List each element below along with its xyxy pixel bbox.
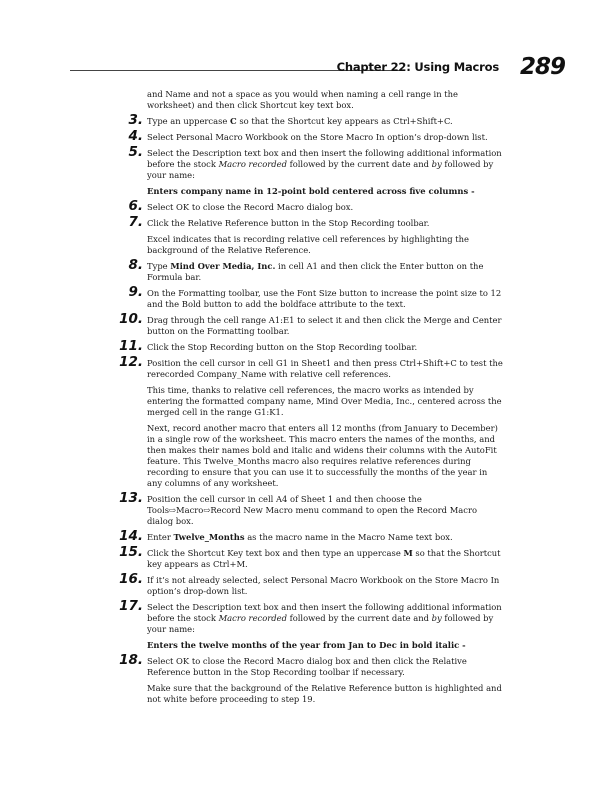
step-number: 18. <box>119 652 143 668</box>
text-run: Click the Stop Recording button on the Stop Recording toolbar. <box>147 342 418 352</box>
text-run: as the macro name in the Macro Name text box. <box>244 532 453 542</box>
text-run: Click the Relative Reference button in the Stop Recording toolbar. <box>147 218 430 228</box>
text-run: so that the Shortcut key appears as Ctrl+Shift+C. <box>236 116 453 126</box>
step-6 <box>128 198 505 214</box>
text-run: Macro recorded <box>218 159 287 169</box>
text-run: M <box>403 548 413 558</box>
step-13 <box>119 490 505 527</box>
text-run: Enter <box>147 532 174 542</box>
text-run: followed by the current date and <box>286 613 432 623</box>
text-run: C <box>230 116 237 126</box>
text-run: Select Personal Macro Workbook on the Store Macro In option’s drop-down list. <box>147 132 488 142</box>
step-number: 13. <box>119 490 143 506</box>
text-run: by <box>431 613 442 623</box>
text-run: Drag through the cell range A1:E1 to select it and then click the Merge and Center button on the Formatting toolbar. <box>147 315 502 336</box>
step-12 <box>119 354 505 380</box>
step-number: 16. <box>119 571 143 587</box>
text-run: Next, record another macro that enters all 12 months (from January to December) in a single row of the worksheet. This macro enters the names of the months, and then makes their names bold and italic and widens their columns with the AutoFit feature. This Twelve_Months macro also requires relative references during recording to ensure that you can use it to successfully the months of the year in any columns of any worksheet. <box>147 423 498 488</box>
step-number: 12. <box>119 354 143 370</box>
text-run: so that the Shortcut key appears as Ctrl+M. <box>147 548 501 569</box>
step-number: 15. <box>119 544 143 560</box>
text-run: Select OK to close the Record Macro dialog box and then click the Relative Reference button in the Stop Recording toolbar if necessary. <box>147 656 467 677</box>
text-run: Make sure that the background of the Relative Reference button is highlighted and not white before proceeding to step 19. <box>147 683 502 704</box>
step-14 <box>119 528 505 544</box>
step-3 <box>128 112 505 128</box>
step-16 <box>119 571 505 597</box>
text-run: in cell A1 and then click the Enter button on the Formula bar. <box>147 261 484 282</box>
body-paragraph <box>147 423 505 489</box>
text-run: On the Formatting toolbar, use the Font Size button to increase the point size to 12 and the Bold button to add the boldface attribute to the text. <box>147 288 502 309</box>
page-body <box>119 89 505 710</box>
step-number: 9. <box>128 284 143 300</box>
step-11 <box>119 338 505 354</box>
step-5 <box>128 144 505 181</box>
step-number: 7. <box>128 214 143 230</box>
step-number: 17. <box>119 598 143 614</box>
step-7 <box>128 214 505 230</box>
step-9 <box>128 284 505 310</box>
text-run: Select the Description text box and then insert the following additional information before the stock <box>147 602 502 623</box>
step-17 <box>119 598 505 635</box>
text-run: Macro recorded <box>218 613 287 623</box>
body-paragraph <box>147 234 505 256</box>
step-8 <box>128 257 505 283</box>
step-number: 11. <box>119 338 143 354</box>
text-run: Type an uppercase <box>147 116 231 126</box>
text-run: Click the Shortcut Key text box and then type an uppercase <box>147 548 404 558</box>
text-run: Mind Over Media, Inc. <box>170 261 276 271</box>
step-number: 3. <box>128 112 143 128</box>
step-number: 5. <box>128 144 143 160</box>
page-number: 289 <box>519 54 565 80</box>
text-run: Position the cell cursor in cell G1 in Sheet1 and then press Ctrl+Shift+C to test the rerecorded Company_Name with relative cell references. <box>147 358 503 379</box>
running-header <box>70 52 565 78</box>
text-run: Enters the twelve months of the year from Jan to Dec in bold italic - <box>147 640 466 650</box>
text-run: and Name and not a space as you would when naming a cell range in the worksheet) and then click Shortcut key text box. <box>147 89 459 110</box>
text-run: Position the cell cursor in cell A4 of Sheet 1 and then choose the Tools⇨Macro⇨Record New Macro menu command to open the Record Macro dialog box. <box>147 494 478 526</box>
text-run: Excel indicates that is recording relative cell references by highlighting the background of the Relative Reference. <box>147 234 470 255</box>
text-run: Select the Description text box and then insert the following additional information before the stock <box>147 148 502 169</box>
text-run: followed by your name: <box>147 159 494 180</box>
step-18 <box>119 652 505 678</box>
step-number: 6. <box>128 198 143 214</box>
text-run: Select OK to close the Record Macro dialog box. <box>147 202 354 212</box>
body-paragraph <box>147 385 505 418</box>
text-run: followed by your name: <box>147 613 494 634</box>
step-10 <box>119 311 505 337</box>
step-15 <box>119 544 505 570</box>
description-text <box>147 186 505 197</box>
body-paragraph <box>147 89 505 111</box>
step-number: 10. <box>119 311 143 327</box>
text-run: If it’s not already selected, select Personal Macro Workbook on the Store Macro In option’s drop-down list. <box>147 575 500 596</box>
description-text <box>147 640 505 651</box>
body-paragraph <box>147 683 505 705</box>
chapter-title: Chapter 22: Using Macros <box>336 60 499 74</box>
text-run: followed by the current date and <box>286 159 432 169</box>
text-run: This time, thanks to relative cell references, the macro works as intended by entering the formatted company name, Mind Over Media, Inc., centered across the merged cell in the range G1:K1. <box>147 385 502 417</box>
step-number: 4. <box>128 128 143 144</box>
step-number: 14. <box>119 528 143 544</box>
step-number: 8. <box>128 257 143 273</box>
text-run: by <box>431 159 442 169</box>
text-run: Type <box>147 261 171 271</box>
step-4 <box>128 128 505 144</box>
text-run: Enters company name in 12-point bold centered across five columns - <box>147 186 475 196</box>
text-run: Twelve_Months <box>173 532 245 542</box>
